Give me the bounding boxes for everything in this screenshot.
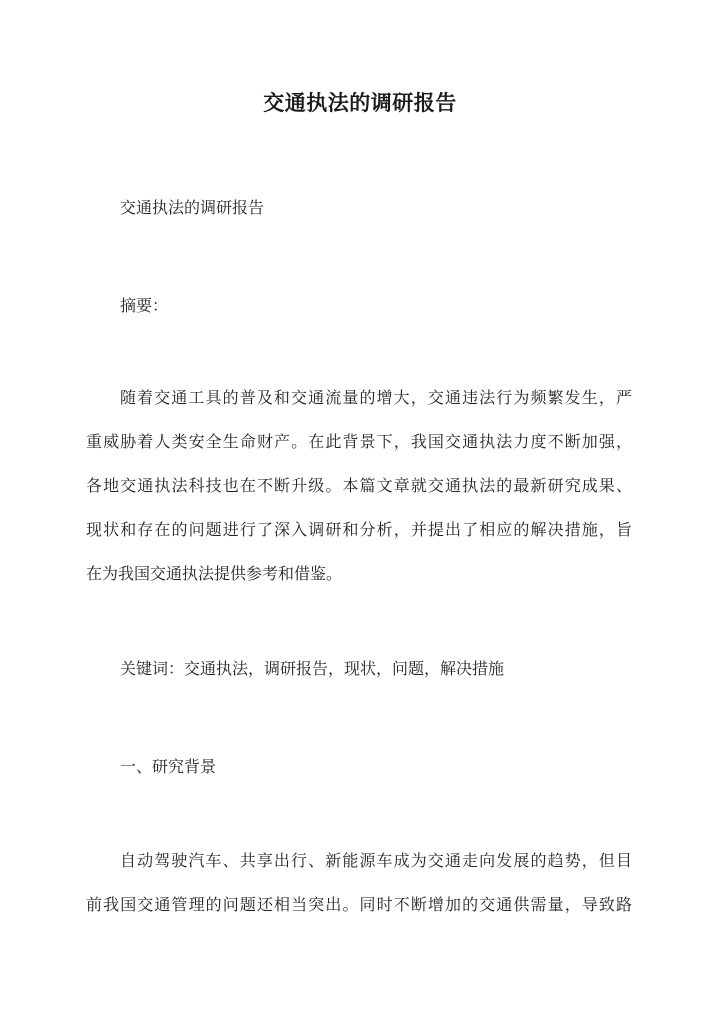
section-line: 前我国交通管理的问题还相当突出。同时不断增加的交通供需量，导致路 [86,895,632,914]
abstract-line: 各地交通执法科技也在不断升级。本篇文章就交通执法的最新研究成果、 [86,476,632,495]
section-heading: 一、研究背景 [120,757,217,776]
abstract-line: 随着交通工具的普及和交通流量的增大，交通违法行为频繁发生，严 [120,388,632,407]
abstract-line: 重威胁着人类安全生命财产。在此背景下，我国交通执法力度不断加强， [86,432,632,451]
document-subtitle: 交通执法的调研报告 [120,198,265,217]
abstract-line: 在为我国交通执法提供参考和借鉴。 [86,564,343,583]
document-title: 交通执法的调研报告 [263,90,457,115]
section-line: 自动驾驶汽车、共享出行、新能源车成为交通走向发展的趋势，但目 [120,851,632,870]
keywords-line: 关键词：交通执法，调研报告，现状，问题，解决措施 [120,659,505,678]
abstract-line: 现状和存在的问题进行了深入调研和分析，并提出了相应的解决措施，旨 [86,520,632,539]
abstract-heading: 摘要： [120,296,169,315]
